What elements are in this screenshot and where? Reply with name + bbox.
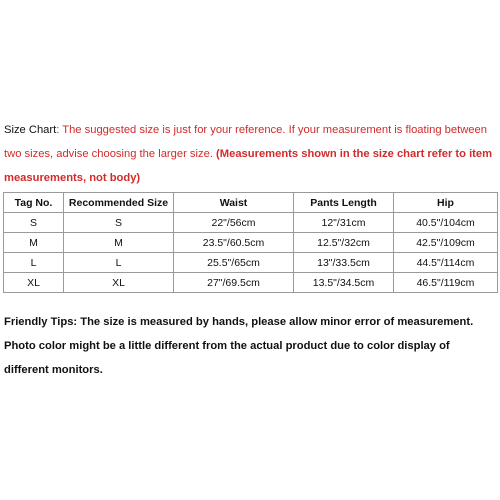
table-row [4, 233, 498, 253]
size-table [3, 192, 498, 293]
hip-cell: 46.5"/119cm [394, 273, 498, 293]
hip-cell: 44.5"/114cm [394, 253, 498, 273]
hip-cell: 40.5"/104cm [394, 213, 498, 233]
header-tag-no: Tag No. [4, 193, 64, 213]
friendly-tips: Friendly Tips: The size is measured by hands, please allow minor error of measurement. Photo color might be a little different from the actual product due to color display of different monitors. [4, 316, 474, 376]
table-row [4, 213, 498, 233]
waist-cell: 22"/56cm [174, 213, 294, 233]
recommended-size-cell: M [64, 233, 174, 253]
tag-cell: XL [4, 273, 64, 293]
recommended-size-cell: XL [64, 273, 174, 293]
waist-cell: 27"/69.5cm [174, 273, 294, 293]
tag-cell: S [4, 213, 64, 233]
table-row [4, 273, 498, 293]
waist-cell: 23.5"/60.5cm [174, 233, 294, 253]
size-chart-note: The suggested size is just for your reference. If your measurement is floating between two sizes, advise choosing the larger size. [4, 124, 487, 160]
size-table-header-row [4, 193, 498, 213]
size-chart-label: Size Chart [4, 124, 57, 136]
tag-cell: L [4, 253, 64, 273]
pants-length-cell: 12.5"/32cm [294, 233, 394, 253]
header-recommended-size: Recommended Size [64, 193, 174, 213]
pants-length-cell: 13.5"/34.5cm [294, 273, 394, 293]
pants-length-cell: 12"/31cm [294, 213, 394, 233]
header-waist: Waist [174, 193, 294, 213]
table-row [4, 253, 498, 273]
hip-cell: 42.5"/109cm [394, 233, 498, 253]
waist-cell: 25.5"/65cm [174, 253, 294, 273]
pants-length-cell: 13"/33.5cm [294, 253, 394, 273]
size-chart-intro [4, 118, 496, 190]
tag-cell: M [4, 233, 64, 253]
header-hip: Hip [394, 193, 498, 213]
measurement-note: (Measurements shown in the size chart refer to item measurements, not body) [4, 148, 493, 184]
recommended-size-cell: L [64, 253, 174, 273]
size-chart-colon: : [56, 124, 60, 136]
header-pants-length: Pants Length [294, 193, 394, 213]
recommended-size-cell: S [64, 213, 174, 233]
